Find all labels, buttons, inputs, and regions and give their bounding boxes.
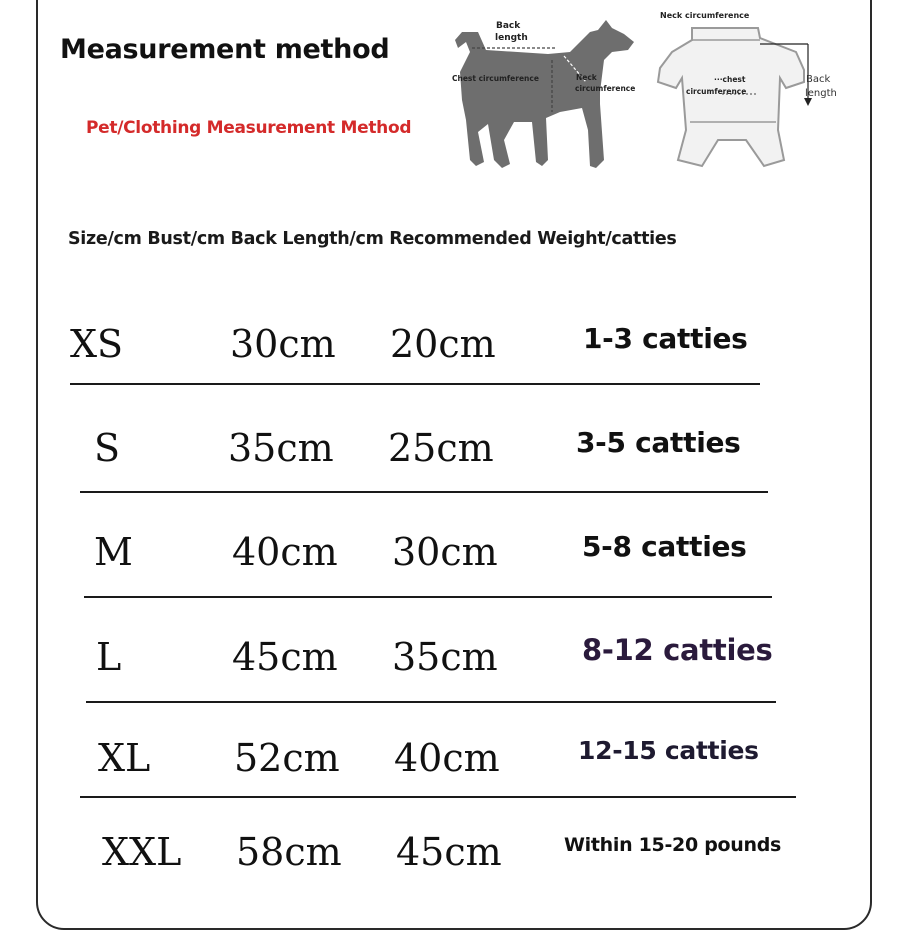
row-divider [80, 796, 796, 798]
weight-cell: 3-5 catties [576, 426, 741, 459]
table-row-xs [0, 318, 903, 418]
dog-back-length-label-1: Back [496, 21, 521, 31]
weight-cell: 5-8 catties [582, 530, 747, 563]
size-cell: XL [98, 736, 151, 780]
weight-cell: 12-15 catties [578, 736, 759, 765]
size-cell: L [96, 635, 122, 679]
row-divider [70, 383, 760, 385]
dog-back-length-label-2: length [495, 33, 528, 43]
bust-cell: 45cm [232, 635, 338, 679]
size-cell: S [94, 426, 121, 470]
page-subtitle: Pet/Clothing Measurement Method [86, 118, 412, 138]
bust-cell: 30cm [230, 322, 336, 366]
bust-cell: 58cm [236, 830, 342, 874]
weight-cell: 1-3 catties [583, 322, 748, 355]
dog-measurement-diagram [448, 10, 648, 180]
dog-neck-label-2: circumference [575, 84, 636, 93]
size-cell: XXL [102, 830, 182, 874]
size-cell: M [94, 530, 133, 574]
bust-cell: 52cm [234, 736, 340, 780]
table-header: Size/cm Bust/cm Back Length/cm Recommended Weight/catties [68, 229, 677, 249]
clothing-chest-label-2: circumference [686, 87, 747, 96]
clothing-measurement-diagram [652, 6, 852, 178]
table-row-xl [0, 732, 903, 832]
clothing-chest-label-1: ···chest [714, 75, 746, 84]
bust-cell: 35cm [228, 426, 334, 470]
table-row-m [0, 526, 903, 626]
dog-neck-label-1: Neck [576, 73, 597, 82]
row-divider [84, 596, 772, 598]
row-divider [86, 701, 776, 703]
back-length-cell: 40cm [394, 736, 500, 780]
clothing-back-length-label-1: Back [806, 74, 831, 85]
back-length-cell: 25cm [388, 426, 494, 470]
weight-cell: Within 15-20 pounds [564, 834, 782, 856]
back-length-cell: 35cm [392, 635, 498, 679]
bust-cell: 40cm [232, 530, 338, 574]
back-length-cell: 30cm [392, 530, 498, 574]
back-length-cell: 45cm [396, 830, 502, 874]
size-cell: XS [70, 322, 124, 366]
table-row-xxl [0, 826, 903, 926]
dog-silhouette-icon [455, 20, 634, 168]
clothing-outline-icon [658, 28, 804, 166]
dog-chest-label: Chest circumference [452, 74, 539, 83]
page-title: Measurement method [60, 34, 390, 65]
row-divider [80, 491, 768, 493]
table-row-l [0, 631, 903, 731]
table-row-s [0, 422, 903, 522]
clothing-back-length-label-2: length [805, 88, 837, 99]
weight-cell: 8-12 catties [582, 633, 773, 667]
clothing-neck-label: Neck circumference [660, 11, 750, 20]
back-length-cell: 20cm [390, 322, 496, 366]
